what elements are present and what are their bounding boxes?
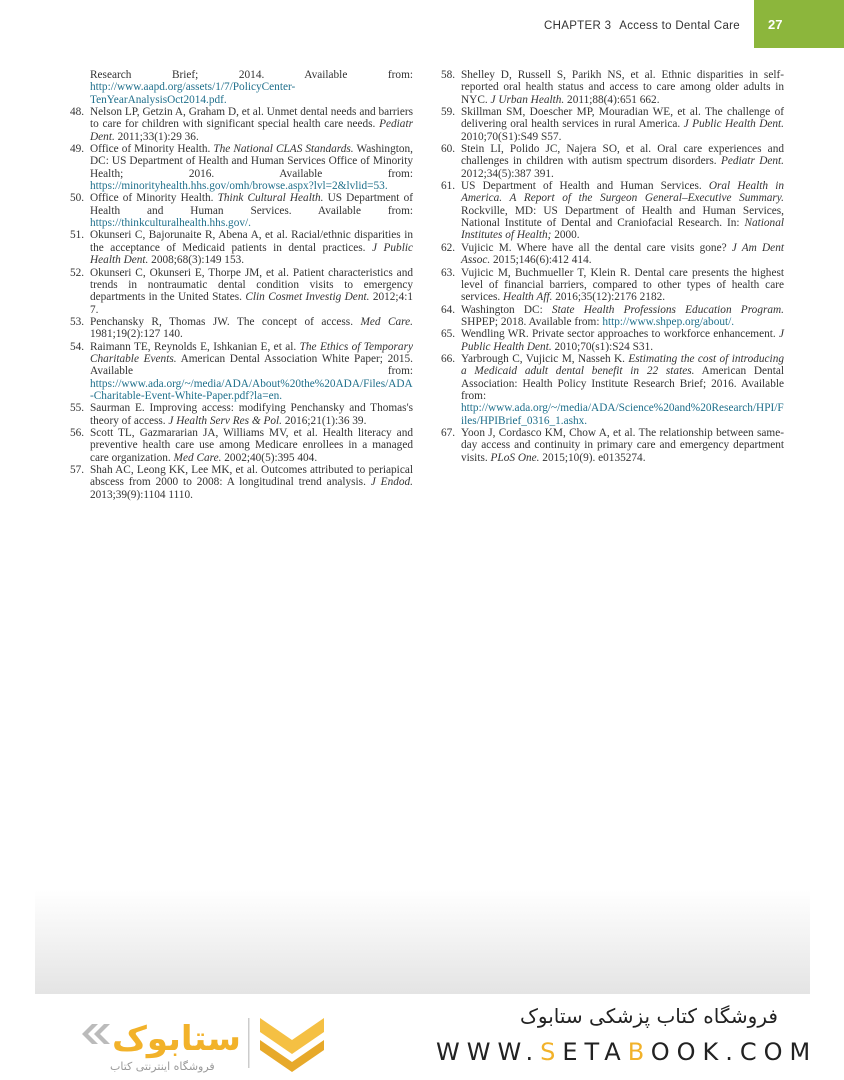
- reference-text: Office of Minority Health.: [90, 192, 218, 205]
- reference-number: 50.: [70, 192, 85, 205]
- reference-body: [90, 464, 413, 501]
- reference-item: [441, 180, 784, 242]
- reference-item: [70, 143, 413, 192]
- url-part: ETA: [562, 1038, 628, 1066]
- reference-title-italic: Pediatr Dent.: [90, 118, 413, 143]
- reference-item: [441, 427, 784, 464]
- reference-number: 67.: [441, 426, 456, 439]
- reference-body: [90, 192, 413, 229]
- reference-body: [90, 402, 413, 427]
- chapter-label: [544, 20, 740, 32]
- reference-number: 62.: [441, 241, 456, 254]
- logo-subtitle: فروشگاه اینترنتی کتاب: [110, 1060, 215, 1073]
- reference-body: [90, 143, 413, 192]
- reference-text: 2011;33(1):29 36.: [114, 130, 199, 143]
- reference-body: [90, 316, 413, 341]
- url-part: S: [540, 1038, 563, 1066]
- reference-link[interactable]: https://minorityhealth.hhs.gov/omh/browse.aspx?lvl=2&lvlid=53.: [90, 180, 388, 193]
- reference-number: 53.: [70, 315, 85, 328]
- reference-number: 60.: [441, 143, 456, 156]
- reference-body: [461, 69, 784, 106]
- reference-text: Nelson LP, Getzin A, Graham D, et al. Unmet dental needs and barriers to care for children with significant special health care needs.: [90, 106, 413, 131]
- reference-text: SHPEP; 2018. Available from:: [461, 315, 603, 328]
- reference-text: Rockville, MD: US Department of Health and Human Services, National Institute of Dental and Craniofacial Research. In:: [461, 204, 784, 230]
- reference-title-italic: Clin Cosmet Investig Dent.: [245, 291, 370, 304]
- reference-number: 54.: [70, 340, 85, 353]
- svg-text:ﺳﺘﺎﺑﻮک: ﺳﺘﺎﺑﻮک: [112, 1019, 241, 1059]
- store-tagline: فروشگاه کتاب پزشکی ستابوک: [520, 1004, 778, 1028]
- reference-body: [461, 180, 784, 242]
- reference-text: Penchansky R, Thomas JW. The concept of access.: [90, 315, 361, 328]
- reference-text: 2010;70(s1):S24 S31.: [551, 340, 654, 353]
- publisher-footer: [0, 994, 844, 1080]
- reference-item: [441, 242, 784, 267]
- reference-body: [461, 106, 784, 143]
- reference-item: [441, 69, 784, 106]
- reference-text: Saurman E. Improving access: modifying Penchansky and Thomas's theory of access.: [90, 402, 413, 427]
- running-header: [544, 0, 844, 48]
- reference-text: Washington, DC: US Department of Health and Human Services Office of Minority Health; 2016. Available from:: [90, 143, 413, 180]
- reference-item: [70, 106, 413, 143]
- reference-number: 48.: [70, 106, 85, 119]
- reference-link[interactable]: http://www.aapd.org/assets/1/7/PolicyCenter-TenYearAnalysisOct2014.pdf.: [90, 81, 296, 106]
- reference-body: [90, 267, 413, 316]
- reference-number: 66.: [441, 352, 456, 365]
- reference-link[interactable]: https://thinkculturalhealth.hhs.gov/.: [90, 217, 251, 230]
- reference-text: Wendling WR. Private sector approaches to workforce enhancement.: [461, 328, 779, 341]
- reference-number: 65.: [441, 328, 456, 341]
- reference-text: Shelley D, Russell S, Parikh NS, et al. Ethnic disparities in self-reported oral health status and access to care among older adults in NYC.: [461, 69, 784, 106]
- reference-text: 2016;35(12):2176 2182.: [552, 291, 666, 304]
- reference-title-italic: J Am Dent Assoc.: [461, 241, 784, 267]
- reference-item: [441, 106, 784, 143]
- reference-body: [461, 304, 784, 329]
- reference-text: Okunseri C, Bajorunaite R, Abena A, et al. Racial/ethnic disparities in the acceptance of Medicaid patients in dental practices.: [90, 229, 413, 254]
- chapter-number: CHAPTER 3: [544, 20, 612, 32]
- reference-number: 56.: [70, 426, 85, 439]
- reference-text: 1981;19(2):127 140.: [90, 328, 183, 341]
- reference-text: 2016;21(1):36 39.: [282, 414, 367, 427]
- reference-item: [70, 267, 413, 316]
- reference-text: Yarbrough C, Vujicic M, Nasseh K.: [461, 352, 629, 365]
- reference-body: [90, 106, 413, 143]
- url-part: WWW.: [436, 1038, 541, 1066]
- footer-fade: [35, 890, 810, 994]
- reference-item: [70, 341, 413, 403]
- reference-text: 2013;39(9):1104 1110.: [90, 488, 193, 501]
- reference-text: 2012;34(5):387 391.: [461, 167, 554, 180]
- reference-text: American Dental Association White Paper; 2015. Available from:: [90, 352, 413, 378]
- reference-title-italic: J Public Health Dent.: [683, 118, 784, 131]
- url-part: B: [627, 1038, 651, 1066]
- reference-item: [441, 328, 784, 353]
- setabook-logo: [80, 1012, 330, 1074]
- reference-text: Shah AC, Leong KK, Lee MK, et al. Outcomes attributed to periapical abscess from 2000 to 2008: A longitudinal trend analysis.: [90, 464, 413, 489]
- reference-text: US Department of Health and Human Services. Available from:: [90, 192, 413, 217]
- reference-title-italic: Estimating the cost of introducing a Medicaid adult dental benefit in 22 states.: [461, 352, 784, 378]
- reference-item: [70, 402, 413, 427]
- reference-number: 63.: [441, 266, 456, 279]
- page-number: 27: [754, 0, 844, 48]
- reference-text: 2000.: [551, 229, 580, 242]
- reference-number: 51.: [70, 229, 85, 242]
- reference-text: Yoon J, Cordasco KM, Chow A, et al. The relationship between same-day access and continuity in primary care and emergency department visits.: [461, 426, 784, 464]
- reference-title-italic: Pediatr Dent.: [720, 155, 784, 168]
- reference-text: American Dental Association: Health Policy Institute Research Brief; 2016. Available from:: [461, 365, 784, 402]
- reference-number: 49.: [70, 143, 85, 156]
- reference-text: Washington DC:: [461, 303, 552, 316]
- chapter-title: Access to Dental Care: [619, 20, 740, 32]
- reference-title-italic: The Ethics of Temporary Charitable Events.: [90, 340, 413, 365]
- reference-item: [441, 353, 784, 427]
- reference-title-italic: Oral Health in America. A Report of the Surgeon General–Executive Summary.: [461, 180, 784, 205]
- reference-body: [461, 267, 784, 304]
- reference-text: Okunseri C, Okunseri E, Thorpe JM, et al. Patient characteristics and trends in nontraumatic dental condition visits to emergency departments in the United States.: [90, 266, 413, 304]
- reference-title-italic: J Urban Health.: [490, 93, 565, 106]
- reference-text: Skillman SM, Doescher MP, Mouradian WE, et al. The challenge of delivering oral health services in rural America.: [461, 106, 784, 131]
- reference-title-italic: National Institutes of Health;: [461, 217, 784, 242]
- store-url: [436, 1038, 817, 1066]
- reference-text: 2010;70(S1):S49 S57.: [461, 130, 562, 143]
- reference-item: [70, 192, 413, 229]
- reference-text: US Department of Health and Human Services.: [461, 180, 709, 193]
- reference-body: [90, 229, 413, 266]
- reference-item: [70, 427, 413, 464]
- reference-item: [70, 316, 413, 341]
- reference-link[interactable]: http://www.shpep.org/about/.: [602, 315, 735, 328]
- reference-text: Vujicic M, Buchmueller T, Klein R. Dental care presents the highest level of financial barriers, compared to other types of health care services.: [461, 266, 784, 304]
- reference-item: [441, 304, 784, 329]
- url-part: OOK.COM: [650, 1038, 818, 1066]
- reference-link[interactable]: https://www.ada.org/~/media/ADA/About%20the%20ADA/Files/ADA-Charitable-Event-White-Paper.pdf?la=en.: [90, 377, 413, 402]
- reference-text: Vujicic M. Where have all the dental care visits gone?: [461, 241, 732, 254]
- reference-title-italic: PLoS One.: [490, 451, 540, 464]
- reference-title-italic: Med Care.: [360, 315, 413, 328]
- reference-item: [441, 267, 784, 304]
- reference-text: 2002;40(5):395 404.: [221, 451, 318, 464]
- reference-title-italic: Health Aff.: [503, 291, 553, 304]
- reference-text: Scott TL, Gazmararian JA, Williams MV, et al. Health literacy and preventive health care use among Medicare enrollees in a managed care organization.: [90, 426, 413, 464]
- reference-number: 55.: [70, 402, 85, 415]
- reference-text: Office of Minority Health.: [90, 143, 214, 156]
- reference-text: 2015;146(6):412 414.: [490, 254, 592, 267]
- reference-text: 2008;68(3):149 153.: [148, 254, 245, 267]
- reference-number: 61.: [441, 180, 456, 193]
- reference-title-italic: J Public Health Dent.: [90, 241, 413, 267]
- reference-number: 52.: [70, 266, 85, 279]
- reference-number: 58.: [441, 69, 456, 81]
- reference-body: [461, 427, 784, 464]
- reference-body: [461, 242, 784, 267]
- reference-body: [461, 353, 784, 427]
- reference-text: Raimann TE, Reynolds E, Ishkanian E, et al.: [90, 340, 300, 353]
- reference-item: [70, 464, 413, 501]
- reference-item: [441, 143, 784, 180]
- reference-link[interactable]: http://www.ada.org/~/media/ADA/Science%20and%20Research/HPI/Files/HPIBrief_0316_1.ashx.: [461, 402, 784, 427]
- reference-text: Research Brief; 2014. Available from:: [90, 69, 413, 81]
- reference-text: 2011;88(4):651 662.: [564, 93, 660, 106]
- reference-title-italic: J Public Health Dent.: [461, 328, 784, 353]
- reference-number: 59.: [441, 106, 456, 119]
- reference-title-italic: State Health Professions Education Program.: [551, 303, 784, 316]
- reference-number: 64.: [441, 303, 456, 316]
- reference-title-italic: Think Cultural Health.: [217, 192, 324, 205]
- reference-title-italic: The National CLAS Standards.: [213, 143, 354, 156]
- references-left-column: [70, 69, 413, 501]
- reference-text: Stein LI, Polido JC, Najera SO, et al. Oral care experiences and challenges in children with autism spectrum disorders.: [461, 143, 784, 168]
- reference-text: 2015;10(9). e0135274.: [539, 451, 646, 464]
- reference-body: [461, 328, 784, 353]
- reference-number: 57.: [70, 464, 85, 476]
- reference-item: [70, 229, 413, 266]
- reference-continuation: [70, 69, 413, 106]
- references-right-column: [441, 69, 784, 464]
- reference-title-italic: J Endod.: [370, 476, 413, 489]
- reference-title-italic: Med Care.: [173, 451, 222, 464]
- reference-body: [90, 427, 413, 464]
- reference-body: [461, 143, 784, 180]
- reference-text: 2012;4:1 7.: [90, 291, 414, 316]
- reference-title-italic: J Health Serv Res & Pol.: [168, 414, 282, 427]
- reference-body: [90, 341, 413, 403]
